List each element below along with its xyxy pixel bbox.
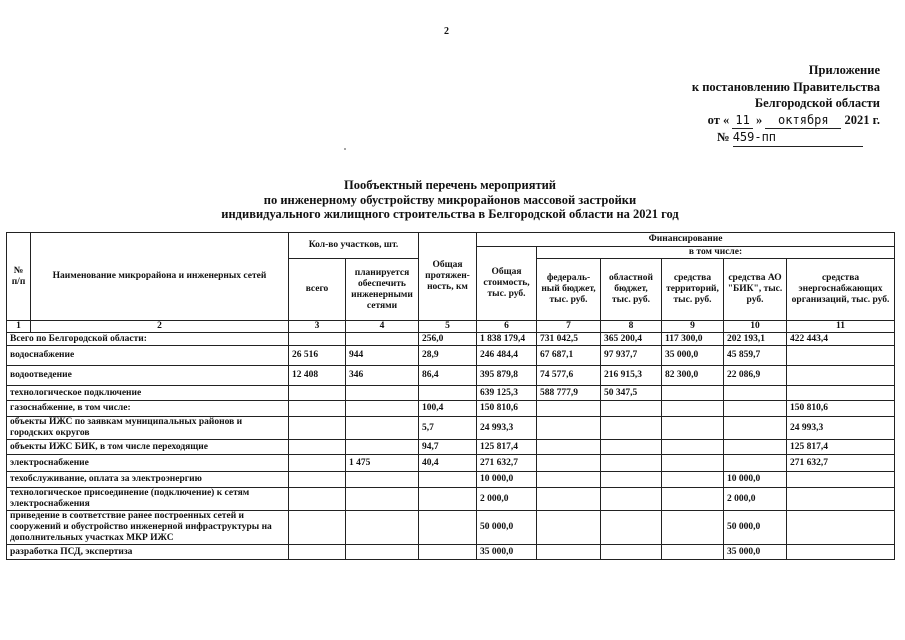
header-including: в том числе:: [537, 247, 895, 259]
cell-c8: 97 937,7: [601, 346, 662, 366]
cell-c10: [724, 455, 787, 472]
cell-c11: 271 632,7: [787, 455, 895, 472]
document-title: [140, 178, 760, 222]
cell-c6: 10 000,0: [477, 472, 537, 488]
cell-c7: 74 577,6: [537, 366, 601, 386]
cell-c6: 24 993,3: [477, 417, 537, 440]
date-day: 11: [732, 112, 752, 130]
cell-c10: 45 859,7: [724, 346, 787, 366]
date-month: октября: [765, 112, 841, 130]
table-body: [7, 333, 895, 560]
cell-c5: [419, 488, 477, 511]
cell-c4: 944: [346, 346, 419, 366]
table-row: [7, 488, 895, 511]
cell-c9: 117 300,0: [662, 333, 724, 346]
cell-c6: 125 817,4: [477, 440, 537, 455]
col-index: 8: [601, 321, 662, 333]
table-row: [7, 545, 895, 560]
cell-c11: [787, 386, 895, 401]
cell-c9: [662, 417, 724, 440]
cell-c10: 202 193,1: [724, 333, 787, 346]
row-name-cell: Всего по Белгородской области:: [7, 333, 289, 346]
table-row: [7, 366, 895, 386]
measures-table: [6, 232, 895, 560]
cell-c4: [346, 386, 419, 401]
column-index-row: [7, 321, 895, 333]
date-year: 2021 г.: [844, 112, 880, 127]
cell-c7: [537, 440, 601, 455]
scan-dot: [344, 148, 346, 150]
title-line-3: индивидуального жилищного строительства в Белгородской области на 2021 год: [221, 207, 679, 221]
cell-c8: [601, 511, 662, 545]
header-num: № п/п: [7, 233, 31, 321]
cell-c11: 24 993,3: [787, 417, 895, 440]
cell-c8: 50 347,5: [601, 386, 662, 401]
header-name: Наименование микрорайона и инженерных сетей: [31, 233, 289, 321]
cell-c9: 82 300,0: [662, 366, 724, 386]
cell-c11: 422 443,4: [787, 333, 895, 346]
cell-c8: 216 915,3: [601, 366, 662, 386]
cell-c5: 100,4: [419, 401, 477, 417]
cell-c9: [662, 511, 724, 545]
cell-c7: 588 777,9: [537, 386, 601, 401]
appendix-title: Приложение: [808, 63, 880, 77]
cell-c6: 395 879,8: [477, 366, 537, 386]
row-name-cell: водоснабжение: [7, 346, 289, 366]
cell-c11: [787, 366, 895, 386]
cell-c11: [787, 472, 895, 488]
row-name-cell: разработка ПСД, экспертиза: [7, 545, 289, 560]
cell-c9: [662, 488, 724, 511]
row-name-cell: газоснабжение, в том числе:: [7, 401, 289, 417]
cell-c10: [724, 386, 787, 401]
cell-c11: [787, 488, 895, 511]
row-name-cell: технологическое присоединение (подключение) к сетям электроснабжения: [7, 488, 289, 511]
table-row: [7, 511, 895, 545]
cell-c3: [289, 440, 346, 455]
cell-c10: 35 000,0: [724, 545, 787, 560]
table-row: [7, 386, 895, 401]
cell-c8: 365 200,4: [601, 333, 662, 346]
cell-c8: [601, 455, 662, 472]
header-plots-planned: планируется обеспечить инженерными сетями: [346, 259, 419, 321]
cell-c4: [346, 440, 419, 455]
cell-c3: [289, 333, 346, 346]
col-index: 10: [724, 321, 787, 333]
col-index: 4: [346, 321, 419, 333]
appendix-date: [640, 112, 880, 130]
cell-c8: [601, 545, 662, 560]
date-prefix: от «: [707, 112, 730, 127]
table-row: [7, 440, 895, 455]
row-name-cell: электроснабжение: [7, 455, 289, 472]
cell-c9: [662, 386, 724, 401]
cell-c8: [601, 488, 662, 511]
table-row: [7, 455, 895, 472]
table-row: [7, 417, 895, 440]
cell-c4: 346: [346, 366, 419, 386]
header-length: Общая протяжен-ность, км: [419, 233, 477, 321]
number-prefix: №: [717, 130, 730, 144]
title-line-2: по инженерному обустройству микрорайонов массовой застройки: [263, 192, 637, 207]
header-plots-total: всего: [289, 259, 346, 321]
cell-c10: 10 000,0: [724, 472, 787, 488]
cell-c9: [662, 440, 724, 455]
cell-c11: 125 817,4: [787, 440, 895, 455]
col-index: 9: [662, 321, 724, 333]
cell-c3: [289, 386, 346, 401]
cell-c4: [346, 472, 419, 488]
row-name-cell: объекты ИЖС БИК, в том числе переходящие: [7, 440, 289, 455]
cell-c9: [662, 472, 724, 488]
table-row: [7, 472, 895, 488]
cell-c10: 22 086,9: [724, 366, 787, 386]
cell-c5: 256,0: [419, 333, 477, 346]
col-index: 2: [31, 321, 289, 333]
col-index: 1: [7, 321, 31, 333]
header-total-cost: Общая стоимость, тыс. руб.: [477, 247, 537, 321]
cell-c10: [724, 401, 787, 417]
cell-c3: [289, 472, 346, 488]
appendix-number: [640, 129, 880, 147]
cell-c5: 5,7: [419, 417, 477, 440]
row-name-cell: приведение в соответствие ранее построенных сетей и сооружений и обустройство инженерной инфраструктуры на дополнительных участках МКР ИЖС: [7, 511, 289, 545]
cell-c4: 1 475: [346, 455, 419, 472]
appendix-region: Белгородской области: [754, 96, 880, 110]
cell-c3: [289, 545, 346, 560]
cell-c11: [787, 545, 895, 560]
cell-c8: [601, 401, 662, 417]
cell-c4: [346, 488, 419, 511]
cell-c4: [346, 511, 419, 545]
cell-c5: [419, 511, 477, 545]
cell-c6: 271 632,7: [477, 455, 537, 472]
row-name-cell: объекты ИЖС по заявкам муниципальных районов и городских округов: [7, 417, 289, 440]
cell-c11: [787, 511, 895, 545]
cell-c4: [346, 333, 419, 346]
cell-c5: 40,4: [419, 455, 477, 472]
cell-c3: 26 516: [289, 346, 346, 366]
cell-c4: [346, 545, 419, 560]
cell-c6: 35 000,0: [477, 545, 537, 560]
cell-c8: [601, 417, 662, 440]
cell-c7: [537, 511, 601, 545]
cell-c9: [662, 401, 724, 417]
header-energy: средства энергоснабжающих организаций, тыс. руб.: [787, 259, 895, 321]
cell-c7: [537, 545, 601, 560]
appendix-block: [640, 62, 880, 147]
cell-c5: 94,7: [419, 440, 477, 455]
cell-c6: 1 838 179,4: [477, 333, 537, 346]
cell-c6: 639 125,3: [477, 386, 537, 401]
appendix-decree: к постановлению Правительства: [691, 79, 880, 94]
cell-c3: [289, 511, 346, 545]
cell-c9: [662, 545, 724, 560]
cell-c4: [346, 401, 419, 417]
cell-c5: [419, 472, 477, 488]
cell-c10: [724, 440, 787, 455]
cell-c7: [537, 401, 601, 417]
cell-c11: [787, 346, 895, 366]
cell-c3: 12 408: [289, 366, 346, 386]
table-row: [7, 333, 895, 346]
cell-c3: [289, 417, 346, 440]
row-name-cell: водоотведение: [7, 366, 289, 386]
cell-c7: 67 687,1: [537, 346, 601, 366]
title-line-1: Пообъектный перечень мероприятий: [343, 178, 557, 192]
date-mid: »: [755, 112, 763, 127]
cell-c10: 50 000,0: [724, 511, 787, 545]
col-index: 7: [537, 321, 601, 333]
cell-c5: [419, 386, 477, 401]
cell-c6: 50 000,0: [477, 511, 537, 545]
cell-c5: 86,4: [419, 366, 477, 386]
header-financing: Финансирование: [477, 233, 895, 247]
cell-c10: [724, 417, 787, 440]
col-index: 3: [289, 321, 346, 333]
cell-c7: [537, 488, 601, 511]
header-regional: областной бюджет, тыс. руб.: [601, 259, 662, 321]
decree-number: 459-пп: [732, 130, 777, 144]
col-index: 5: [419, 321, 477, 333]
cell-c7: [537, 472, 601, 488]
col-index: 6: [477, 321, 537, 333]
cell-c7: [537, 455, 601, 472]
header-bik: средства АО "БИК", тыс. руб.: [724, 259, 787, 321]
cell-c9: 35 000,0: [662, 346, 724, 366]
cell-c5: [419, 545, 477, 560]
table-row: [7, 401, 895, 417]
cell-c6: 150 810,6: [477, 401, 537, 417]
cell-c3: [289, 488, 346, 511]
cell-c10: 2 000,0: [724, 488, 787, 511]
row-name-cell: технологическое подключение: [7, 386, 289, 401]
cell-c8: [601, 440, 662, 455]
col-index: 11: [787, 321, 895, 333]
header-territorial: средства территорий, тыс. руб.: [662, 259, 724, 321]
cell-c5: 28,9: [419, 346, 477, 366]
page-number: 2: [444, 26, 449, 37]
cell-c3: [289, 401, 346, 417]
cell-c6: 2 000,0: [477, 488, 537, 511]
header-federal: федераль-ный бюджет, тыс. руб.: [537, 259, 601, 321]
cell-c9: [662, 455, 724, 472]
cell-c7: 731 042,5: [537, 333, 601, 346]
header-plots: Кол-во участков, шт.: [289, 233, 419, 259]
cell-c8: [601, 472, 662, 488]
cell-c11: 150 810,6: [787, 401, 895, 417]
cell-c3: [289, 455, 346, 472]
row-name-cell: техобслуживание, оплата за электроэнергию: [7, 472, 289, 488]
table-row: [7, 346, 895, 366]
cell-c4: [346, 417, 419, 440]
cell-c7: [537, 417, 601, 440]
cell-c6: 246 484,4: [477, 346, 537, 366]
